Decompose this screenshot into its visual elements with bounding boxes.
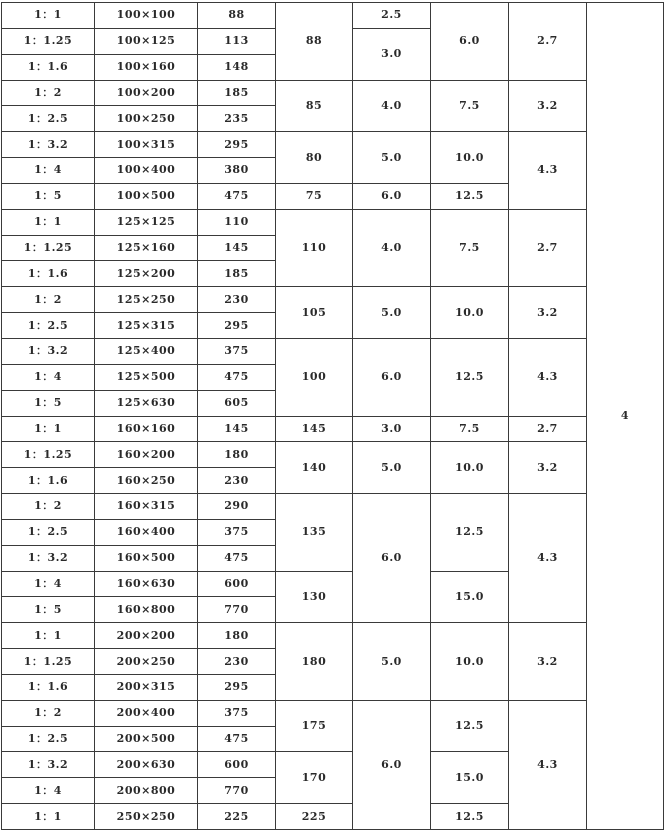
size-cell: 160×400 [95, 519, 198, 545]
width-cell: 180 [276, 623, 353, 701]
table-row [2, 338, 664, 364]
width-cell: 105 [276, 287, 353, 339]
thickness-2-cell: 12.5 [431, 338, 509, 416]
thickness-2-cell: 7.5 [431, 209, 509, 287]
ratio-cell: 1：2 [2, 287, 95, 313]
thickness-1-cell: 4.0 [353, 209, 431, 287]
value-cell: 180 [198, 442, 276, 468]
size-cell: 100×200 [95, 80, 198, 106]
ratio-cell: 1：2 [2, 494, 95, 520]
ratio-cell: 1：2.5 [2, 519, 95, 545]
thickness-1-cell: 2.5 [353, 3, 431, 29]
table-row [2, 700, 664, 726]
ratio-cell: 1：2 [2, 80, 95, 106]
ratio-cell: 1：2.5 [2, 313, 95, 339]
value-cell: 380 [198, 158, 276, 184]
table-row [2, 3, 664, 29]
value-cell: 605 [198, 390, 276, 416]
thickness-2-cell: 12.5 [431, 183, 509, 209]
size-cell: 125×400 [95, 338, 198, 364]
value-cell: 148 [198, 54, 276, 80]
width-cell: 110 [276, 209, 353, 287]
thickness-1-cell: 6.0 [353, 183, 431, 209]
size-cell: 100×160 [95, 54, 198, 80]
size-cell: 125×500 [95, 364, 198, 390]
size-cell: 200×800 [95, 778, 198, 804]
width-cell: 130 [276, 571, 353, 623]
size-cell: 100×125 [95, 28, 198, 54]
value-cell: 600 [198, 571, 276, 597]
thickness-1-cell: 3.0 [353, 28, 431, 80]
value-cell: 230 [198, 649, 276, 675]
thickness-3-cell: 3.2 [509, 442, 587, 494]
ratio-cell: 1：3.2 [2, 752, 95, 778]
ratio-cell: 1：1.6 [2, 261, 95, 287]
ratio-cell: 1：1.25 [2, 442, 95, 468]
ratio-cell: 1：5 [2, 597, 95, 623]
size-cell: 125×630 [95, 390, 198, 416]
width-cell: 145 [276, 416, 353, 442]
value-cell: 475 [198, 545, 276, 571]
thickness-2-cell: 10.0 [431, 442, 509, 494]
width-cell: 175 [276, 700, 353, 752]
thickness-2-cell: 15.0 [431, 571, 509, 623]
value-cell: 113 [198, 28, 276, 54]
size-cell: 160×800 [95, 597, 198, 623]
size-cell: 100×100 [95, 3, 198, 29]
size-cell: 125×250 [95, 287, 198, 313]
size-cell: 200×315 [95, 674, 198, 700]
ratio-cell: 1：1.25 [2, 649, 95, 675]
thickness-2-cell: 12.5 [431, 700, 509, 752]
value-cell: 180 [198, 623, 276, 649]
width-cell: 80 [276, 132, 353, 184]
size-cell: 160×500 [95, 545, 198, 571]
width-cell: 170 [276, 752, 353, 804]
value-cell: 770 [198, 597, 276, 623]
size-cell: 250×250 [95, 804, 198, 830]
value-cell: 230 [198, 287, 276, 313]
value-cell: 110 [198, 209, 276, 235]
thickness-1-cell: 5.0 [353, 442, 431, 494]
size-cell: 200×500 [95, 726, 198, 752]
value-cell: 600 [198, 752, 276, 778]
thickness-3-cell: 4.3 [509, 494, 587, 623]
ratio-cell: 1：1.6 [2, 468, 95, 494]
ratio-cell: 1：5 [2, 183, 95, 209]
ratio-cell: 1：1 [2, 623, 95, 649]
thickness-2-cell: 7.5 [431, 416, 509, 442]
ratio-cell: 1：4 [2, 364, 95, 390]
size-cell: 125×315 [95, 313, 198, 339]
thickness-1-cell: 5.0 [353, 287, 431, 339]
thickness-3-cell: 4.3 [509, 700, 587, 829]
thickness-1-cell: 5.0 [353, 623, 431, 701]
value-cell: 88 [198, 3, 276, 29]
value-cell: 145 [198, 416, 276, 442]
ratio-cell: 1：2.5 [2, 726, 95, 752]
value-cell: 375 [198, 519, 276, 545]
table-row [2, 80, 664, 106]
width-cell: 88 [276, 3, 353, 81]
size-cell: 160×160 [95, 416, 198, 442]
thickness-1-cell: 3.0 [353, 416, 431, 442]
ratio-cell: 1：3.2 [2, 338, 95, 364]
size-cell: 125×125 [95, 209, 198, 235]
ratio-cell: 1：1 [2, 209, 95, 235]
width-cell: 135 [276, 494, 353, 572]
ratio-cell: 1：4 [2, 571, 95, 597]
thickness-4-cell: 4 [587, 3, 664, 830]
ratio-cell: 1：1 [2, 804, 95, 830]
thickness-2-cell: 12.5 [431, 804, 509, 830]
value-cell: 145 [198, 235, 276, 261]
table-row [2, 209, 664, 235]
size-cell: 160×250 [95, 468, 198, 494]
value-cell: 225 [198, 804, 276, 830]
thickness-2-cell: 10.0 [431, 623, 509, 701]
thickness-2-cell: 10.0 [431, 287, 509, 339]
table-row [2, 132, 664, 158]
ratio-cell: 1：1.25 [2, 235, 95, 261]
width-cell: 140 [276, 442, 353, 494]
ratio-cell: 1：2.5 [2, 106, 95, 132]
table-row [2, 442, 664, 468]
thickness-3-cell: 3.2 [509, 623, 587, 701]
width-cell: 225 [276, 804, 353, 830]
size-cell: 125×160 [95, 235, 198, 261]
thickness-1-cell: 6.0 [353, 700, 431, 829]
size-cell: 125×200 [95, 261, 198, 287]
thickness-3-cell: 4.3 [509, 338, 587, 416]
ratio-cell: 1：1 [2, 3, 95, 29]
value-cell: 375 [198, 338, 276, 364]
thickness-3-cell: 3.2 [509, 287, 587, 339]
width-cell: 100 [276, 338, 353, 416]
size-cell: 100×250 [95, 106, 198, 132]
ratio-cell: 1：1 [2, 416, 95, 442]
size-cell: 160×200 [95, 442, 198, 468]
ratio-cell: 1：1.6 [2, 54, 95, 80]
thickness-1-cell: 6.0 [353, 494, 431, 623]
thickness-3-cell: 3.2 [509, 80, 587, 132]
thickness-3-cell: 2.7 [509, 416, 587, 442]
value-cell: 185 [198, 261, 276, 287]
value-cell: 375 [198, 700, 276, 726]
ratio-cell: 1：1.6 [2, 674, 95, 700]
size-cell: 160×315 [95, 494, 198, 520]
ratio-cell: 1：5 [2, 390, 95, 416]
value-cell: 230 [198, 468, 276, 494]
ratio-cell: 1：4 [2, 778, 95, 804]
size-cell: 200×400 [95, 700, 198, 726]
table-row [2, 623, 664, 649]
value-cell: 475 [198, 183, 276, 209]
ratio-cell: 1：3.2 [2, 545, 95, 571]
width-cell: 75 [276, 183, 353, 209]
value-cell: 295 [198, 313, 276, 339]
thickness-2-cell: 15.0 [431, 752, 509, 804]
thickness-2-cell: 10.0 [431, 132, 509, 184]
thickness-2-cell: 12.5 [431, 494, 509, 572]
table-row [2, 287, 664, 313]
ratio-cell: 1：1.25 [2, 28, 95, 54]
thickness-1-cell: 4.0 [353, 80, 431, 132]
value-cell: 235 [198, 106, 276, 132]
thickness-2-cell: 6.0 [431, 3, 509, 81]
size-cell: 160×630 [95, 571, 198, 597]
ratio-cell: 1：4 [2, 158, 95, 184]
size-cell: 200×250 [95, 649, 198, 675]
value-cell: 185 [198, 80, 276, 106]
thickness-2-cell: 7.5 [431, 80, 509, 132]
table-row [2, 494, 664, 520]
dimension-table [1, 2, 664, 830]
value-cell: 475 [198, 364, 276, 390]
thickness-1-cell: 6.0 [353, 338, 431, 416]
ratio-cell: 1：2 [2, 700, 95, 726]
value-cell: 475 [198, 726, 276, 752]
table-row [2, 416, 664, 442]
size-cell: 100×400 [95, 158, 198, 184]
size-cell: 200×630 [95, 752, 198, 778]
thickness-1-cell: 5.0 [353, 132, 431, 184]
thickness-3-cell: 2.7 [509, 3, 587, 81]
size-cell: 200×200 [95, 623, 198, 649]
ratio-cell: 1：3.2 [2, 132, 95, 158]
width-cell: 85 [276, 80, 353, 132]
value-cell: 290 [198, 494, 276, 520]
thickness-3-cell: 2.7 [509, 209, 587, 287]
size-cell: 100×500 [95, 183, 198, 209]
value-cell: 295 [198, 132, 276, 158]
size-cell: 100×315 [95, 132, 198, 158]
thickness-3-cell: 4.3 [509, 132, 587, 210]
value-cell: 770 [198, 778, 276, 804]
value-cell: 295 [198, 674, 276, 700]
